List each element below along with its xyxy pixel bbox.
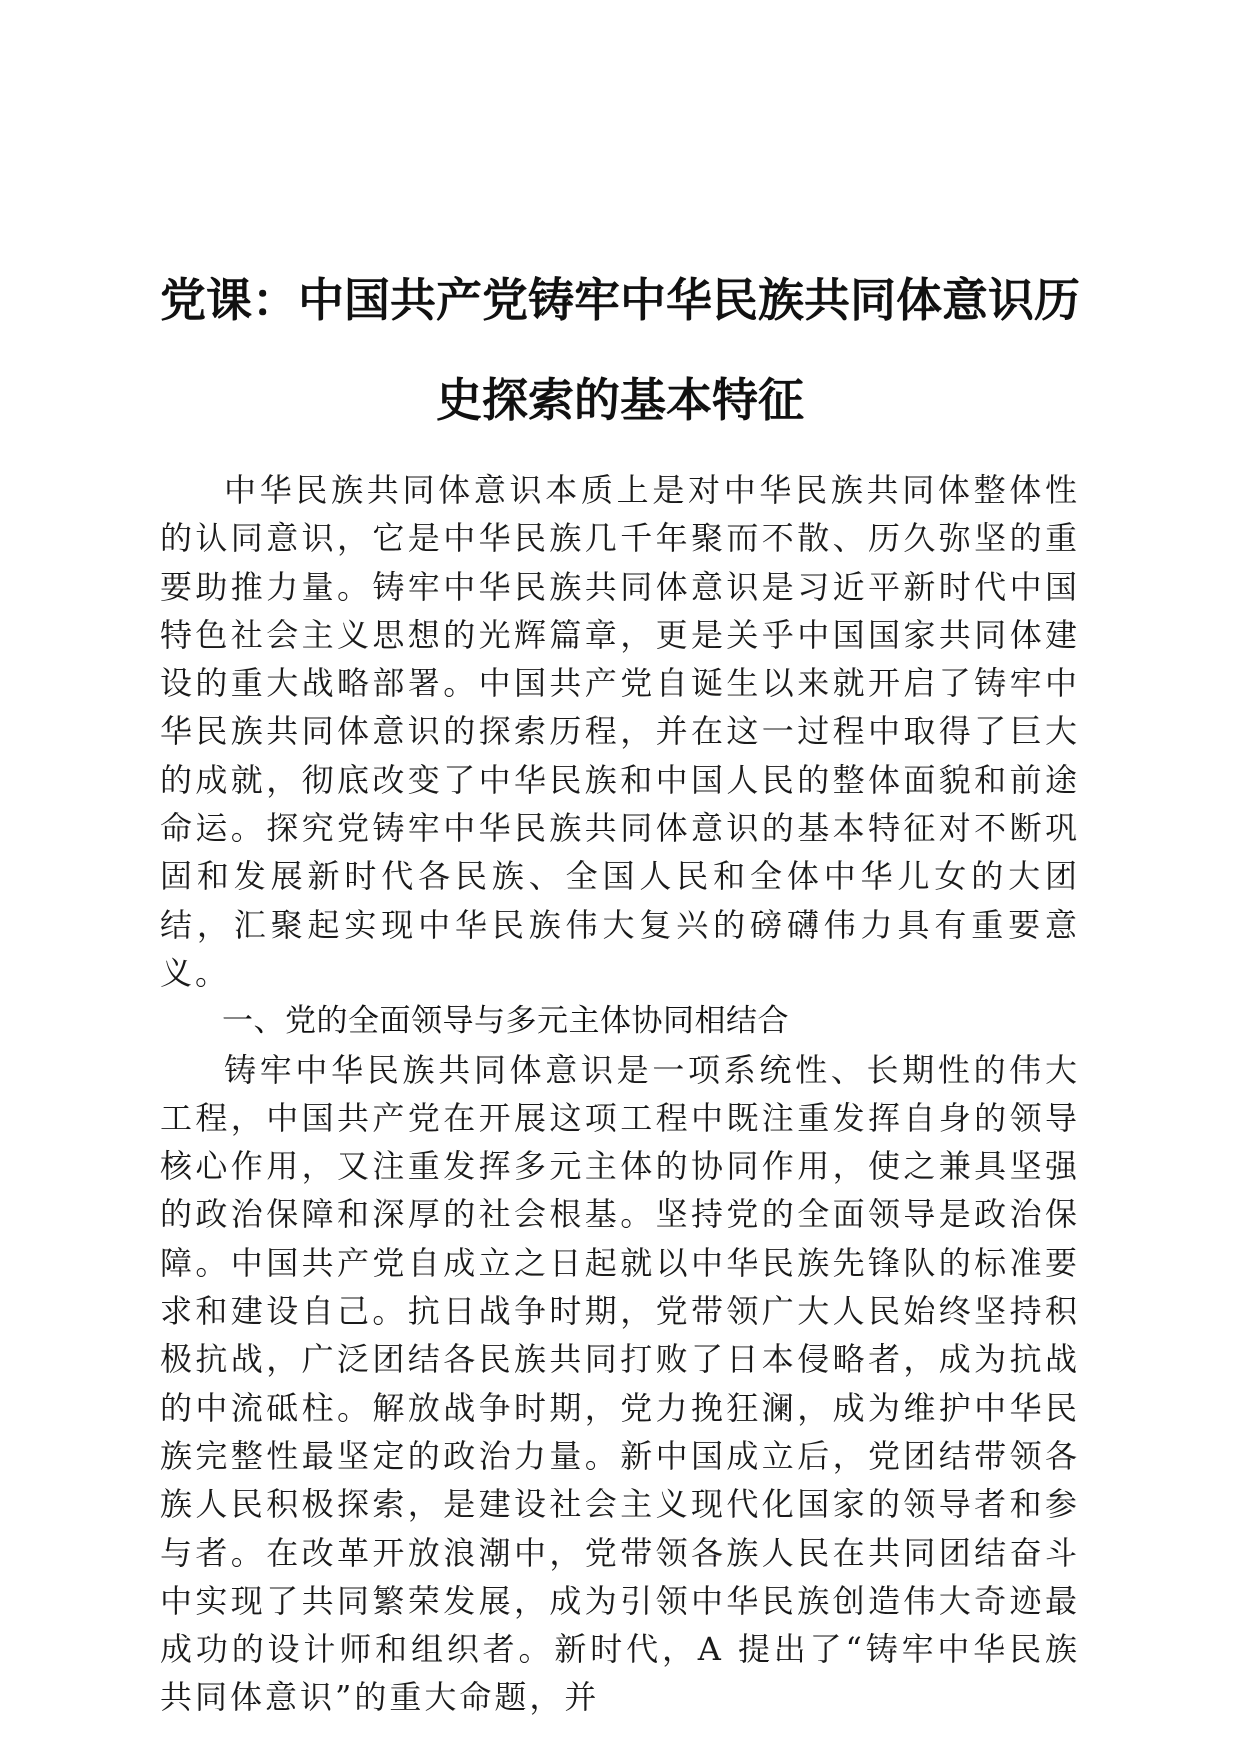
- section-heading: 一、党的全面领导与多元主体协同相结合: [222, 1003, 789, 1040]
- section-paragraph: 铸牢中华民族共同体意识是一项系统性、长期性的伟大工程，中国共产党在开展这项工程中既注重发挥自身的领导核心作用，又注重发挥多元主体的协同作用，使之兼具坚强的政治保障和深厚的社会根基。坚持党的全面领导是政治保障。中国共产党自成立之日起就以中华民族先锋队的标准要求和建设自己。抗日战争时期，党带领广大人民始终坚持积极抗战，广泛团结各民族共同打败了日本侵略者，成为抗战的中流砥柱。解放战争时期，党力挽狂澜，成为维护中华民族完整性最坚定的政治力量。新中国成立后，党团结带领各族人民积极探索，是建设社会主义现代化国家的领导者和参与者。在改革开放浪潮中，党带领各族人民在共同团结奋斗中实现了共同繁荣发展，成为引领中华民族创造伟大奇迹最成功的设计师和组织者。新时代，A 提出了“铸牢中华民族共同体意识”的重大命题，并: [160, 1050, 1080, 1717]
- document-body: [160, 466, 1080, 1722]
- document-title: 党课：中国共产党铸牢中华民族共同体意识历史探索的基本特征: [160, 273, 1080, 427]
- intro-paragraph: 中华民族共同体意识本质上是对中华民族共同体整体性的认同意识，它是中华民族几千年聚而不散、历久弥坚的重要助推力量。铸牢中华民族共同体意识是习近平新时代中国特色社会主义思想的光辉篇章，更是关乎中国国家共同体建设的重大战略部署。中国共产党自诞生以来就开启了铸牢中华民族共同体意识的探索历程，并在这一过程中取得了巨大的成就，彻底改变了中华民族和中国人民的整体面貌和前途命运。探究党铸牢中华民族共同体意识的基本特征对不断巩固和发展新时代各民族、全国人民和全体中华儿女的大团结，汇聚起实现中华民族伟大复兴的磅礴伟力具有重要意义。: [160, 471, 1080, 992]
